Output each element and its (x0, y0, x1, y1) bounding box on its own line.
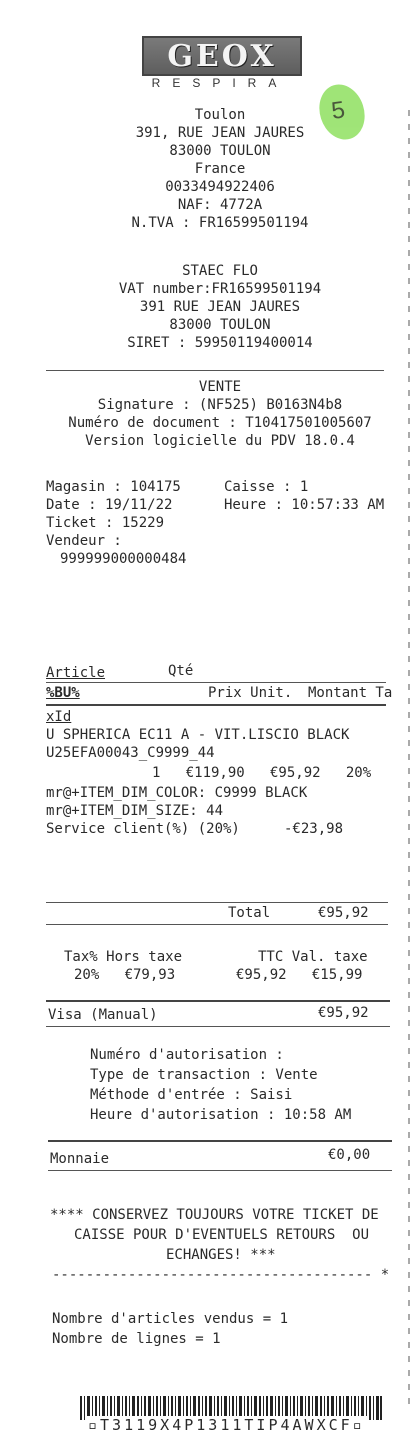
meta-vendeur-id: 999999000000484 (60, 551, 187, 567)
col-qte: Qté (168, 663, 194, 679)
store-tva: N.TVA : FR16599501194 (131, 215, 309, 231)
total-value: €95,92 (318, 905, 369, 921)
item-qty-price-line: 1 €119,90 €95,92 20% (152, 765, 372, 781)
geox-logo: GEOX (142, 36, 302, 76)
tax-row-right: €95,92 €15,99 (236, 967, 363, 983)
change-value: €0,00 (328, 1147, 371, 1163)
col-montant: Montant Ta (308, 685, 393, 701)
auth-time: Heure d'autorisation : 10:58 AM (90, 1107, 352, 1123)
divider (46, 924, 388, 925)
col-xid: xId (46, 709, 72, 725)
items-sold: Nombre d'articles vendus = 1 (52, 1311, 289, 1327)
col-prix-unit: Prix Unit. (208, 685, 293, 701)
brand-tagline: RESPIRA (151, 76, 289, 90)
meta-heure: Heure : 10:57:33 AM (224, 497, 385, 513)
col-bu: %BU% (46, 685, 80, 701)
store-street: 391, RUE JEAN JAURES (135, 125, 305, 141)
meta-ticket: Ticket : 15229 (46, 515, 165, 531)
meta-caisse: Caisse : 1 (224, 479, 309, 495)
item-discount-label: Service client(%) (20%) (46, 821, 240, 837)
notice-dash-line: -------------------------------------- * (52, 1267, 390, 1283)
total-label: Total (228, 905, 271, 921)
store-phone: 0033494922406 (165, 179, 275, 195)
lines-count: Nombre de lignes = 1 (52, 1331, 221, 1347)
auth-number: Numéro d'autorisation : (90, 1047, 284, 1063)
divider (46, 1000, 390, 1002)
company-name: STAEC FLO (182, 263, 258, 279)
tax-row-left: 20% €79,93 (74, 967, 176, 983)
notice-line-1: **** CONSERVEZ TOUJOURS VOTRE TICKET DE (50, 1207, 379, 1223)
item-sku: U25EFA00043_C9999_44 (46, 745, 215, 761)
store-country: France (194, 161, 246, 177)
divider (48, 1170, 392, 1171)
sale-signature: Signature : (NF525) B0163N4b8 (97, 397, 343, 413)
divider (48, 1140, 392, 1142)
store-city: Toulon (194, 107, 246, 123)
company-vat: VAT number:FR16599501194 (118, 281, 322, 297)
item-size: mr@+ITEM_DIM_SIZE: 44 (46, 803, 224, 819)
item-name: U SPHERICA EC11 A - VIT.LISCIO BLACK (46, 727, 350, 743)
payment-amount: €95,92 (318, 1005, 369, 1021)
divider (46, 902, 388, 903)
meta-date: Date : 19/11/22 (46, 497, 173, 513)
meta-magasin: Magasin : 104175 (46, 479, 181, 495)
divider (46, 704, 386, 706)
divider (46, 682, 386, 683)
barcode-text: ▫T3119X4P1311TIP4AWXCF▫ (88, 1416, 365, 1434)
tax-header-left: Tax% Hors taxe (64, 949, 183, 965)
divider (46, 1026, 390, 1027)
meta-vendeur-label: Vendeur : (46, 533, 122, 549)
company-street: 391 RUE JEAN JAURES (139, 299, 301, 315)
item-color: mr@+ITEM_DIM_COLOR: C9999 BLACK (46, 785, 308, 801)
transaction-type: Type de transaction : Vente (90, 1067, 318, 1083)
tax-header-right: TTC Val. taxe (258, 949, 368, 965)
store-zip-city: 83000 TOULON (169, 143, 271, 159)
sale-doc-number: Numéro de document : T10417501005607 (68, 415, 372, 431)
divider (46, 370, 384, 371)
notice-line-2: CAISSE POUR D'EVENTUELS RETOURS OU (74, 1227, 370, 1243)
handwritten-stamp: 5 (312, 79, 371, 146)
payment-method: Visa (Manual) (48, 1007, 158, 1023)
entry-method: Méthode d'entrée : Saisi (90, 1087, 293, 1103)
col-article: Article (46, 665, 106, 681)
company-siret: SIRET : 59950119400014 (127, 335, 313, 351)
sale-version: Version logicielle du PDV 18.0.4 (85, 433, 355, 449)
notice-line-3: ECHANGES! *** (166, 1247, 276, 1263)
change-label: Monnaie (50, 1151, 110, 1167)
sale-type: VENTE (198, 379, 242, 395)
item-discount-value: -€23,98 (284, 821, 344, 837)
company-zip-city: 83000 TOULON (169, 317, 271, 333)
store-naf: NAF: 4772A (177, 197, 263, 213)
